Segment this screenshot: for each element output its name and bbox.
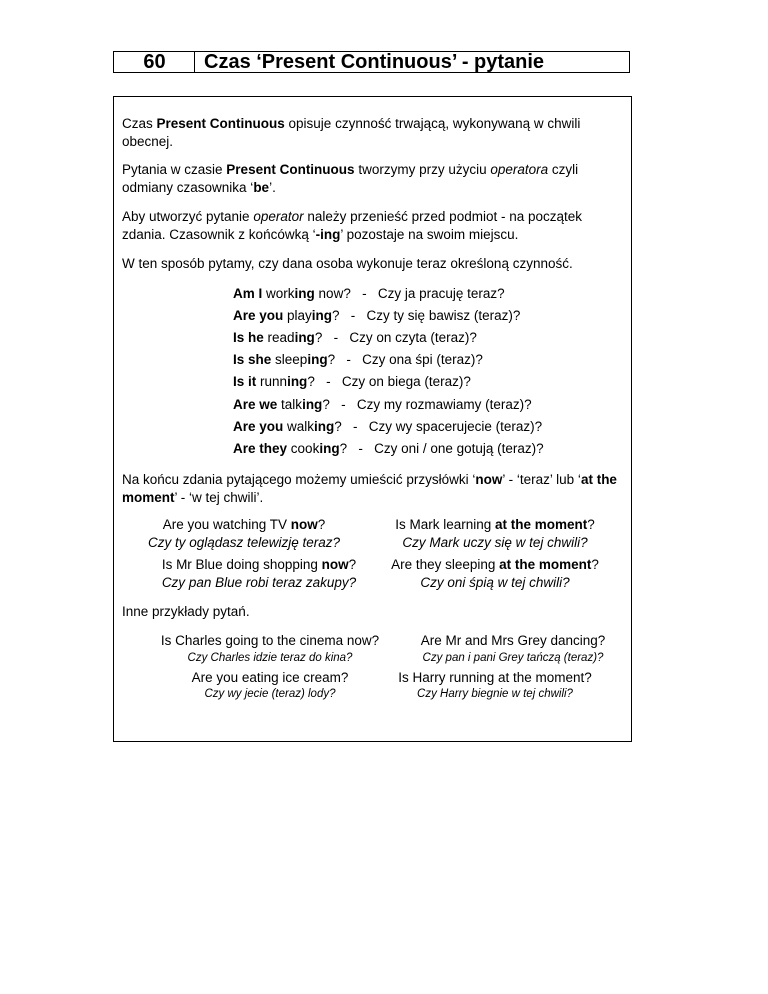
adverb-example-en: Are you watching TV now? [162, 517, 326, 532]
lesson-number: 60 [115, 52, 195, 72]
adverbs-paragraph: Na końcu zdania pytającego możemy umieścić przysłówki ‘now’ - ‘teraz’ lub ‘at the moment’ - ‘w tej chwili’. [122, 472, 617, 505]
adverb-example-en: Are they sleeping at the moment? [391, 557, 599, 572]
intro-paragraph-2: Pytania w czasie Present Continuous tworzymy przy użyciu operatora czyli odmiany czasownika ‘be’. [122, 162, 579, 195]
other-example-pl: Czy pan i pani Grey tańczą (teraz)? [422, 652, 604, 664]
example-line: Are we talking? - Czy my rozmawiamy (teraz)? [233, 397, 532, 412]
other-example-en: Are you eating ice cream? [191, 670, 349, 685]
other-examples-label: Inne przykłady pytań. [122, 604, 250, 619]
other-example-en: Is Harry running at the moment? [398, 670, 592, 685]
example-line: Are you playing? - Czy ty się bawisz (teraz)? [233, 308, 521, 323]
adverb-example-en: Is Mr Blue doing shopping now? [161, 557, 357, 572]
example-line: Is she sleeping? - Czy ona śpi (teraz)? [233, 352, 483, 367]
example-line: Am I working now? - Czy ja pracuję teraz? [233, 286, 505, 301]
intro-paragraph-1: Czas Present Continuous opisuje czynność trwającą, wykonywaną w chwili obecnej. [122, 116, 581, 149]
example-line: Is it running? - Czy on biega (teraz)? [233, 374, 471, 389]
other-example-pl: Czy Charles idzie teraz do kina? [187, 652, 353, 664]
intro-paragraph-3: Aby utworzyć pytanie operator należy przenieść przed podmiot - na początek zdania. Czasownik z końcówką ‘-ing’ pozostaje na swoim miejscu. [122, 209, 583, 242]
intro-paragraph-4: W ten sposób pytamy, czy dana osoba wykonuje teraz określoną czynność. [122, 256, 573, 271]
adverb-example-pl: Czy ty oglądasz telewizję teraz? [147, 535, 341, 550]
other-example-en: Is Charles going to the cinema now? [160, 633, 380, 648]
example-line: Is he reading? - Czy on czyta (teraz)? [233, 330, 477, 345]
lesson-title: Czas ‘Present Continuous’ - pytanie [204, 51, 545, 73]
other-example-pl: Czy Harry biegnie w tej chwili? [417, 688, 573, 700]
other-example-en: Are Mr and Mrs Grey dancing? [420, 633, 606, 648]
lesson-header [113, 51, 630, 73]
adverb-example-pl: Czy Mark uczy się w tej chwili? [402, 535, 588, 550]
other-example-pl: Czy wy jecie (teraz) lody? [204, 688, 336, 700]
adverb-example-en: Is Mark learning at the moment? [395, 517, 595, 532]
adverb-example-pl: Czy oni śpią w tej chwili? [420, 575, 570, 590]
adverb-example-pl: Czy pan Blue robi teraz zakupy? [161, 575, 357, 590]
example-line: Are you walking? - Czy wy spacerujecie (teraz)? [233, 419, 543, 434]
example-line: Are they cooking? - Czy oni / one gotują (teraz)? [233, 441, 544, 456]
